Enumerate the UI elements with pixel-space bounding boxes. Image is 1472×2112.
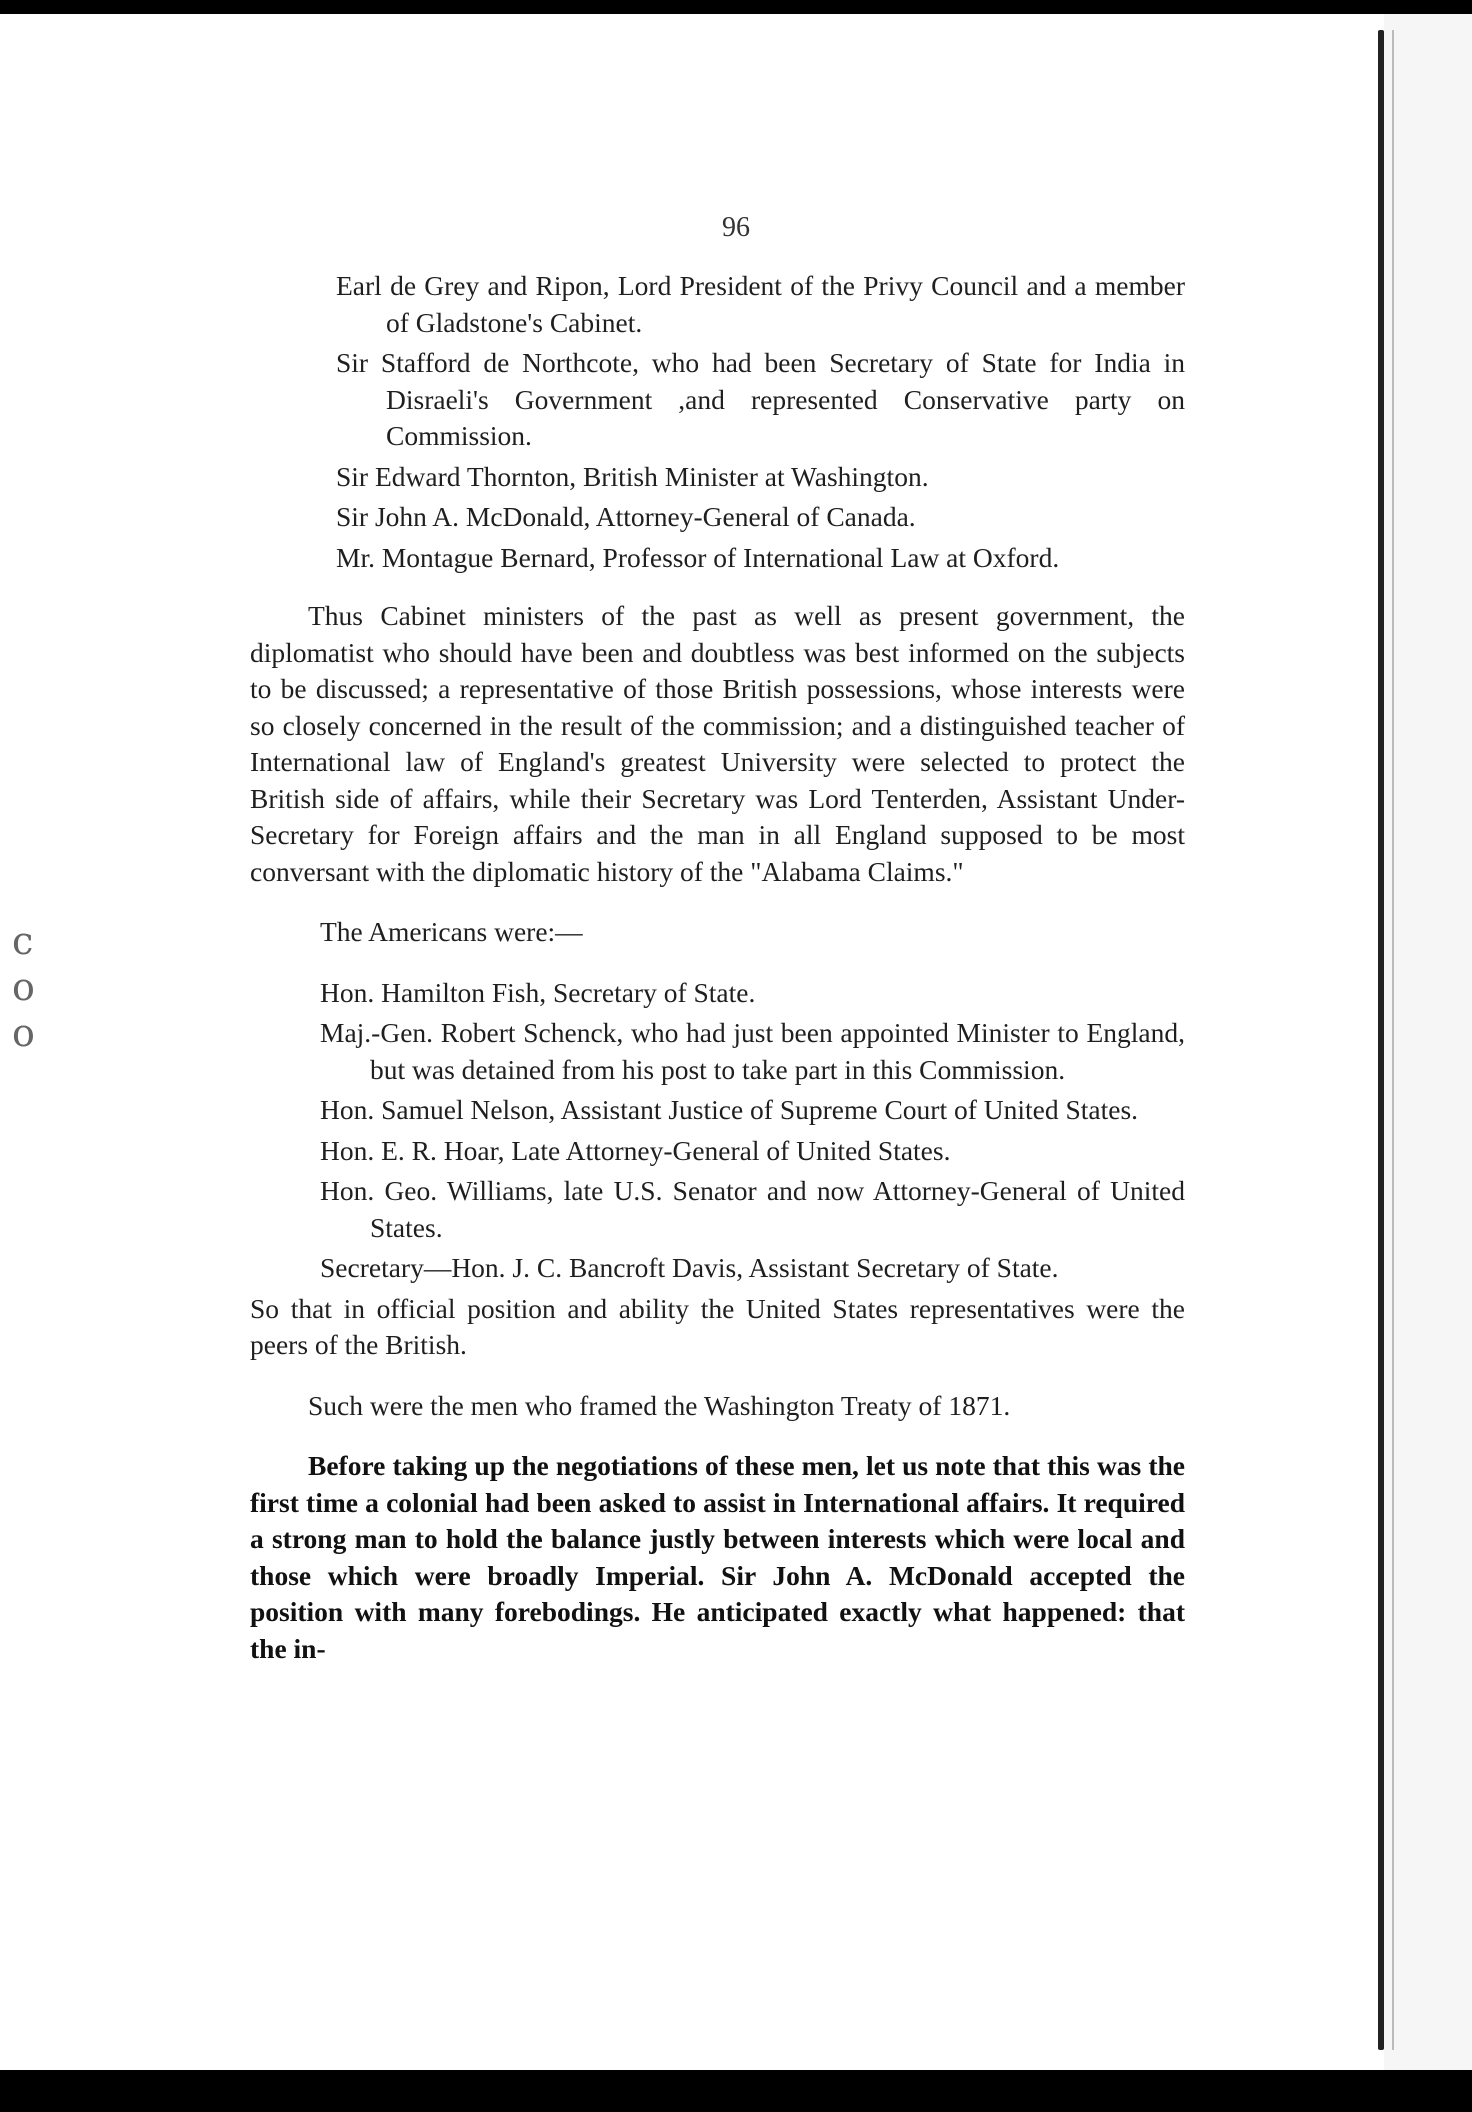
margin-mark: o [12, 1011, 35, 1055]
list-item: Sir John A. McDonald, Attorney-General of Canada. [336, 501, 916, 532]
page-binding-shadow [1392, 30, 1394, 2050]
americans-heading: The Americans were:— [320, 916, 583, 947]
list-item: Hon. Geo. Williams, late U.S. Senator and now Attorney-General of United States. [320, 1175, 1185, 1243]
adjacent-page-edge [1384, 14, 1472, 2070]
page-binding-edge [1378, 30, 1384, 2050]
scan-bottom-border [0, 2070, 1472, 2112]
list-item: Earl de Grey and Ripon, Lord President of the Privy Council and a member of Gladstone's Cabinet. [336, 270, 1185, 338]
page-body [250, 268, 1185, 1667]
scan-top-border [0, 0, 1472, 14]
list-item: Sir Stafford de Northcote, who had been Secretary of State for India in Disraeli's Government ,and represented Conservative party on Commission. [336, 347, 1185, 451]
page-number: 96 [722, 212, 750, 243]
paragraph-such: Such were the men who framed the Washington Treaty of 1871. [308, 1389, 1011, 1421]
paragraph-thus: Thus Cabinet ministers of the past as well as present government, the diplomatist who should have been and doubtless was best informed on the subjects to be discussed; a representative of those British possessions, whose interests were so closely concerned in the result of the commission; and a distinguished teacher of International law of England's greatest University were selected to protect the British side of affairs, while their Secretary was Lord Tenterden, Assistant Under-Secretary for Foreign affairs and the man in all England supposed to be most conversant with the diplomatic history of the "Alabama Claims." [250, 600, 1185, 887]
list-item: Mr. Montague Bernard, Professor of International Law at Oxford. [336, 541, 1060, 573]
list-item: Hon. E. R. Hoar, Late Attorney-General of United States. [320, 1134, 951, 1166]
paragraph-before: Before taking up the negotiations of these men, let us note that this was the first time a colonial had been asked to assist in International affairs. It required a strong man to hold the balance justly between interests which were local and those which were broadly Imperial. Sir John A. McDonald accepted the position with many forebodings. He anticipated exactly what happened: that the in- [250, 1450, 1185, 1664]
list-item: Secretary—Hon. J. C. Bancroft Davis, Assistant Secretary of State. [320, 1252, 1059, 1283]
list-item: Hon. Samuel Nelson, Assistant Justice of Supreme Court of United States. [320, 1094, 1139, 1125]
margin-mark: c [12, 919, 34, 963]
list-item: Sir Edward Thornton, British Minister at Washington. [336, 460, 929, 492]
margin-mark: o [12, 965, 35, 1009]
margin-marks [12, 918, 52, 1056]
paragraph-so-that: So that in official position and ability the United States representatives were the peers of the British. [250, 1292, 1185, 1360]
british-commissioners-list [250, 268, 1185, 576]
list-item: Hon. Hamilton Fish, Secretary of State. [320, 976, 756, 1008]
list-item: Maj.-Gen. Robert Schenck, who had just been appointed Minister to England, but was detained from his post to take part in this Commission. [320, 1017, 1185, 1085]
american-commissioners-list [250, 975, 1185, 1287]
